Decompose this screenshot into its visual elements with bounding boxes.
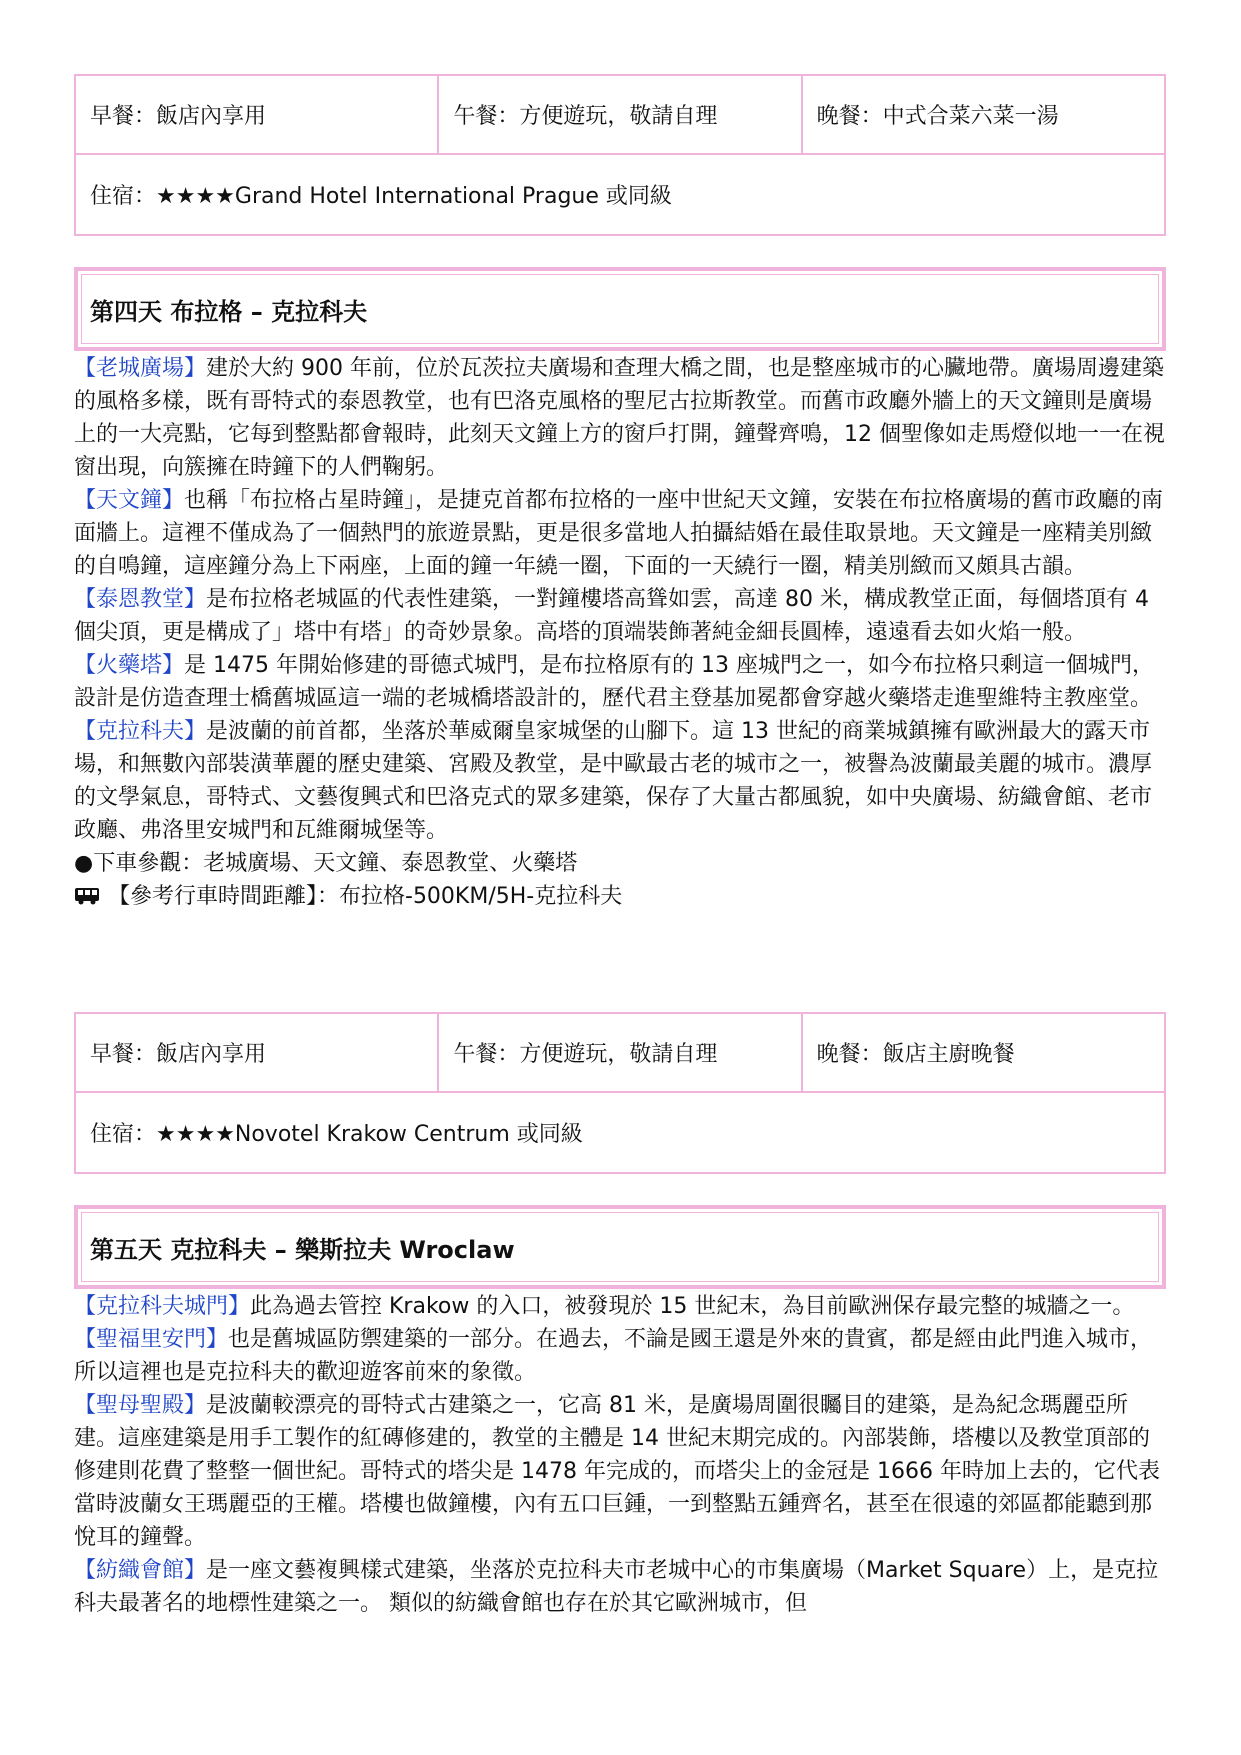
meal-table-day3 (74, 74, 1166, 236)
meal-row (76, 76, 1164, 155)
paragraph-tyn-church (74, 583, 1166, 649)
hotel-cell: 住宿：★★★★Novotel Krakow Centrum 或同級 (90, 1122, 583, 1147)
paragraph-text: 此為過去管控 Krakow 的入口，被發現於 15 世紀末，為目前歐洲保存最完整的城牆之一。 (250, 1294, 1135, 1319)
drive-time-text: 【參考行車時間距離】：布拉格-500KM/5H-克拉科夫 (108, 884, 623, 909)
tag-label: 【老城廣場】 (74, 356, 207, 381)
paragraph-powder-tower (74, 649, 1166, 715)
meal-row (76, 1014, 1164, 1093)
tag-label: 【火藥塔】 (74, 653, 185, 678)
hotel-cell: 住宿：★★★★Grand Hotel International Prague 或同級 (90, 184, 672, 209)
paragraph-astronomical-clock (74, 484, 1166, 583)
paragraph-cloth-hall (74, 1554, 1166, 1620)
paragraph-krakow-gate (74, 1290, 1166, 1323)
day5-title: 第五天 克拉科夫 – 樂斯拉夫 Wroclaw (90, 1235, 515, 1264)
dinner-cell: 晚餐：飯店主廚晚餐 (801, 1014, 1164, 1091)
bus-icon (74, 887, 100, 905)
drive-time-line (74, 880, 1166, 913)
lunch-cell: 午餐：方便遊玩，敬請自理 (437, 76, 800, 153)
hotel-row (76, 155, 1164, 234)
paragraph-text: 也稱「布拉格占星時鐘」，是捷克首都布拉格的一座中世紀天文鐘，安裝在布拉格廣場的舊市政廳的南面牆上。這裡不僅成為了一個熱門的旅遊景點，更是很多當地人拍攝結婚在最佳取景地。天文鐘是一座精美別緻的自鳴鐘，這座鐘分為上下兩座，上面的鐘一年繞一圈，下面的一天繞行一圈，精美別緻而又頗具古韻。 (74, 488, 1164, 579)
paragraph-krakow (74, 715, 1166, 847)
paragraph-text: 是布拉格老城區的代表性建築，一對鐘樓塔高聳如雲，高達 80 米，構成教堂正面，每個塔頂有 4 個尖頂，更是構成了」塔中有塔」的奇妙景象。高塔的頂端裝飾著純金細長圓棒，遠遠看去如火焰一般。 (74, 587, 1149, 645)
day5-description (74, 1290, 1166, 1620)
breakfast-cell: 早餐：飯店內享用 (90, 104, 267, 129)
lunch-cell: 午餐：方便遊玩，敬請自理 (437, 1014, 800, 1091)
tag-label: 【聖母聖殿】 (74, 1393, 207, 1418)
paragraph-text: 也是舊城區防禦建築的一部分。在過去，不論是國王還是外來的貴賓，都是經由此門進入城市，所以這裡也是克拉科夫的歡迎遊客前來的象徵。 (74, 1327, 1153, 1385)
paragraph-text: 是 1475 年開始修建的哥德式城門，是布拉格原有的 13 座城門之一，如今布拉格只剩這一個城門，設計是仿造查理士橋舊城區這一端的老城橋塔設計的，歷代君主登基加冕都會穿越火藥塔走進聖維特主教座堂。 (74, 653, 1154, 711)
paragraph-text: 是波蘭的前首都，坐落於華威爾皇家城堡的山腳下。這 13 世紀的商業城鎮擁有歐洲最大的露天市場，和無數內部裝潢華麗的歷史建築、宮殿及教堂，是中歐最古老的城市之一，被譽為波蘭最美麗的城市。濃厚的文學氣息，哥特式、文藝復興式和巴洛克式的眾多建築，保存了大量古都風貌，如中央廣場、紡織會館、老市政廳、弗洛里安城門和瓦維爾城堡等。 (74, 719, 1153, 843)
meal-table-day4 (74, 1012, 1166, 1174)
dinner-cell: 晚餐：中式合菜六菜一湯 (801, 76, 1164, 153)
paragraph-st-mary-basilica (74, 1389, 1166, 1554)
day4-title: 第四天 布拉格 – 克拉科夫 (90, 297, 368, 326)
tag-label: 【泰恩教堂】 (74, 587, 207, 612)
paragraph-old-town-square (74, 352, 1166, 484)
hotel-row (76, 1093, 1164, 1172)
breakfast-cell: 早餐：飯店內享用 (90, 1042, 267, 1067)
day4-description (74, 352, 1166, 913)
paragraph-text: 是一座文藝複興樣式建築，坐落於克拉科夫市老城中心的市集廣場（Market Square）上，是克拉科夫最著名的地標性建築之一。 類似的紡織會館也存在於其它歐洲城市，但 (74, 1558, 1159, 1616)
day4-header (74, 267, 1166, 351)
tag-label: 【克拉科夫】 (74, 719, 207, 744)
tag-label: 【天文鐘】 (74, 488, 185, 513)
paragraph-text: 建於大約 900 年前，位於瓦茨拉夫廣場和查理大橋之間，也是整座城市的心臟地帶。廣場周邊建築的風格多樣，既有哥特式的泰恩教堂，也有巴洛克風格的聖尼古拉斯教堂。而舊市政廳外牆上的天文鐘則是廣場上的一大亮點，它每到整點都會報時，此刻天文鐘上方的窗戶打開，鐘聲齊鳴，12 個聖像如走馬燈似地一一在視窗出現，向簇擁在時鐘下的人們鞠躬。 (74, 356, 1165, 480)
day5-header (74, 1205, 1166, 1289)
sightseeing-line: ●下車參觀：老城廣場、天文鐘、泰恩教堂、火藥塔 (74, 851, 578, 876)
paragraph-text: 是波蘭較漂亮的哥特式古建築之一，它高 81 米，是廣場周圍很矚目的建築，是為紀念瑪麗亞所建。這座建築是用手工製作的紅磚修建的，教堂的主體是 14 世紀末期完成的。內部裝飾，塔樓以及教堂頂部的修建則花費了整整一個世紀。哥特式的塔尖是 1478 年完成的，而塔尖上的金冠是 1666 年時加上去的，它代表當時波蘭女王瑪麗亞的王權。塔樓也做鐘樓，內有五口巨鍾，一到整點五鍾齊名，甚至在很遠的郊區都能聽到那悅耳的鐘聲。 (74, 1393, 1160, 1550)
tag-label: 【克拉科夫城門】 (74, 1294, 251, 1319)
tag-label: 【聖福里安門】 (74, 1327, 229, 1352)
tag-label: 【紡織會館】 (74, 1558, 207, 1583)
paragraph-florian-gate (74, 1323, 1166, 1389)
